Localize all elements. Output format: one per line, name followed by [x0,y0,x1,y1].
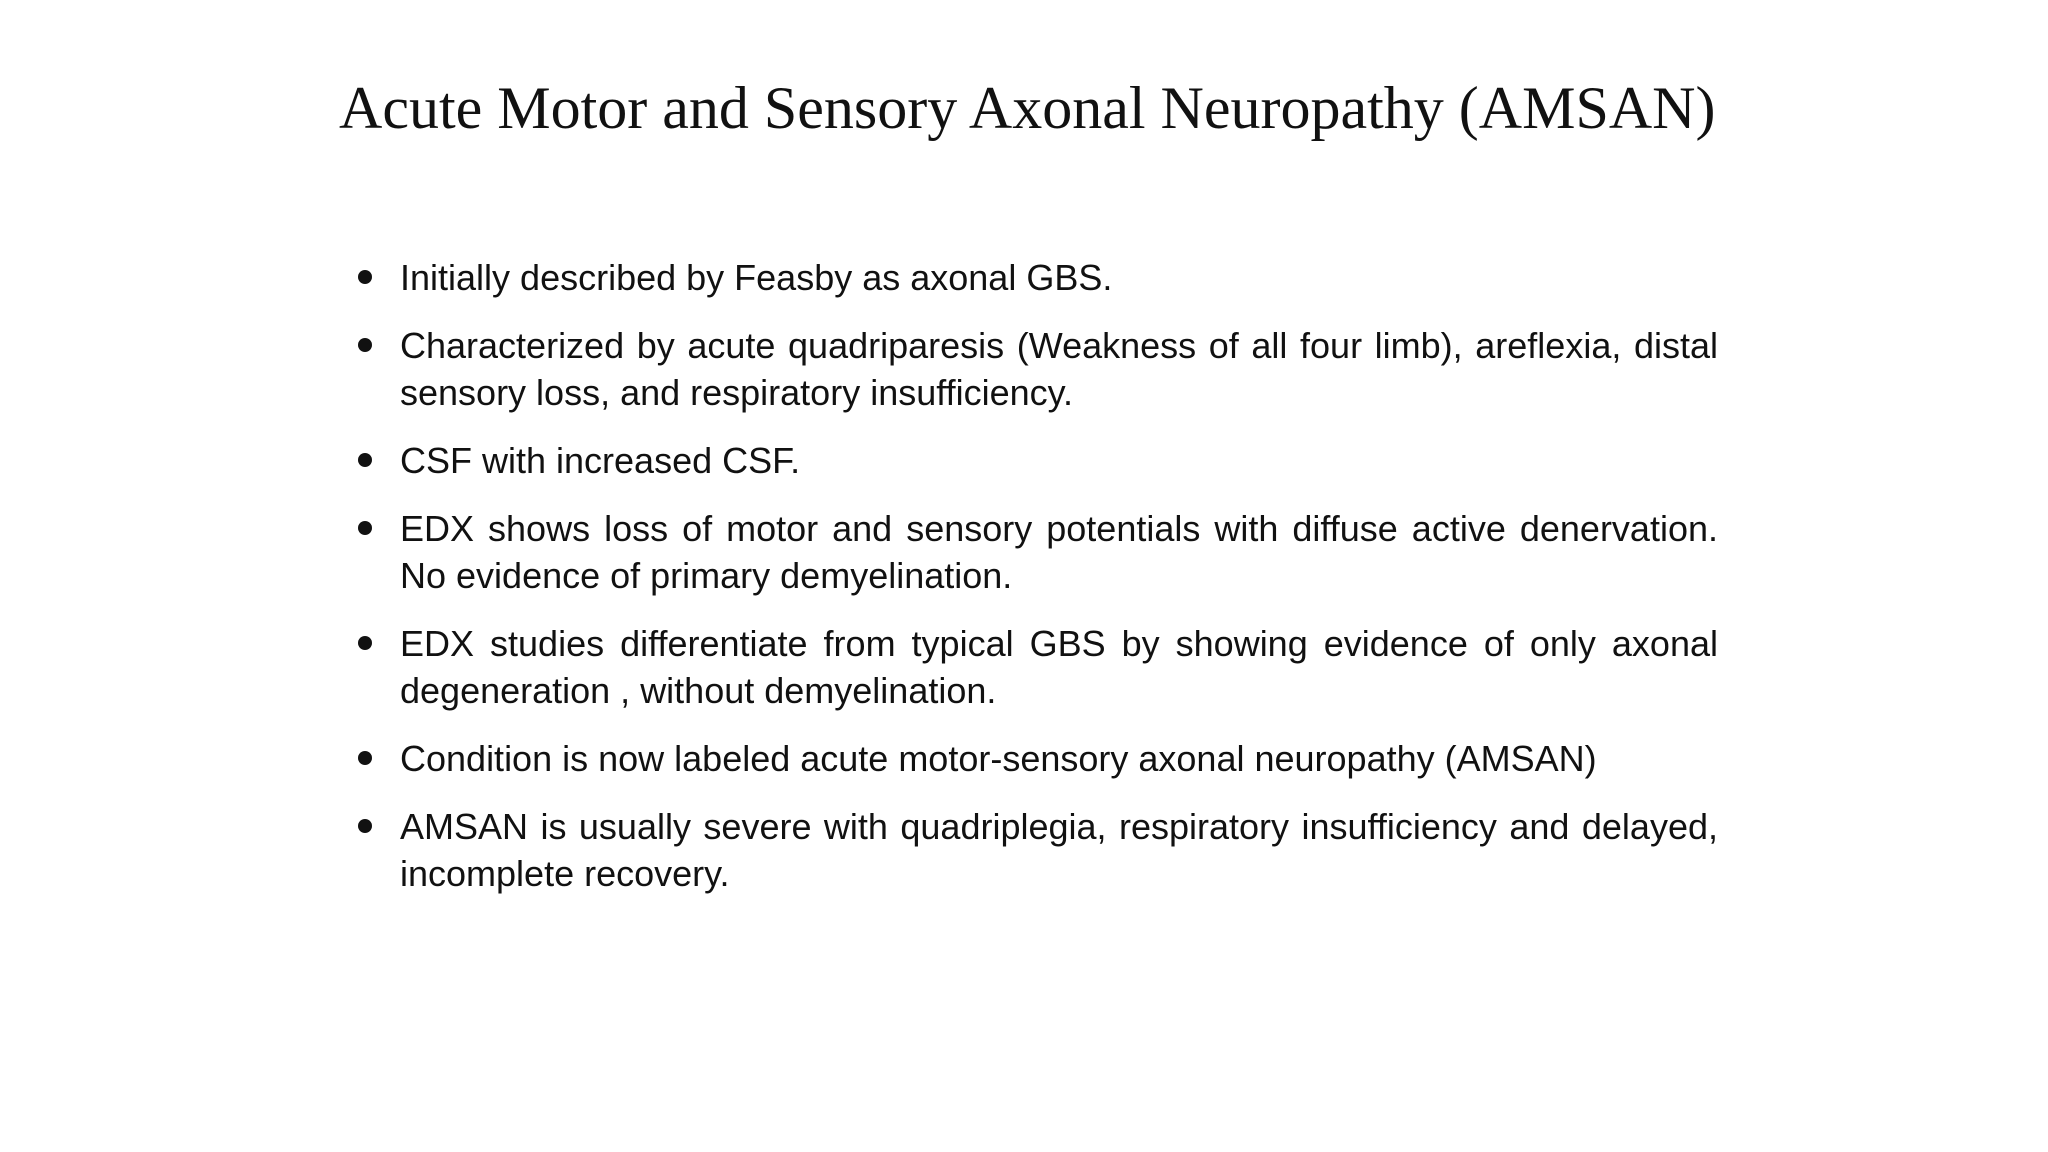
bullet-dot-icon [358,338,372,352]
bullet-item [358,254,1718,301]
bullet-text: Condition is now labeled acute motor-sensory axonal neuropathy (AMSAN) [400,738,1597,779]
bullet-item [358,735,1718,782]
bullet-text: Initially described by Feasby as axonal GBS. [400,257,1113,298]
bullet-list [358,254,1718,918]
bullet-item [358,803,1718,897]
bullet-item [358,437,1718,484]
bullet-text: Characterized by acute quadriparesis (Weakness of all four limb), areflexia, distal sensory loss, and respiratory insufficiency. [400,325,1718,413]
bullet-dot-icon [358,270,372,284]
bullet-text: AMSAN is usually severe with quadriplegia, respiratory insufficiency and delayed, incomplete recovery. [400,806,1718,894]
bullet-text: CSF with increased CSF. [400,440,801,481]
bullet-item [358,322,1718,416]
bullet-text: EDX studies differentiate from typical GBS by showing evidence of only axonal degeneration , without demyelination. [400,623,1718,711]
bullet-item [358,620,1718,714]
bullet-dot-icon [358,636,372,650]
bullet-text: EDX shows loss of motor and sensory potentials with diffuse active denervation. No evidence of primary demyelination. [400,508,1718,596]
bullet-dot-icon [358,521,372,535]
bullet-item [358,505,1718,599]
slide-title: Acute Motor and Sensory Axonal Neuropathy (AMSAN) [339,75,1716,141]
bullet-dot-icon [358,751,372,765]
bullet-dot-icon [358,819,372,833]
bullet-dot-icon [358,453,372,467]
